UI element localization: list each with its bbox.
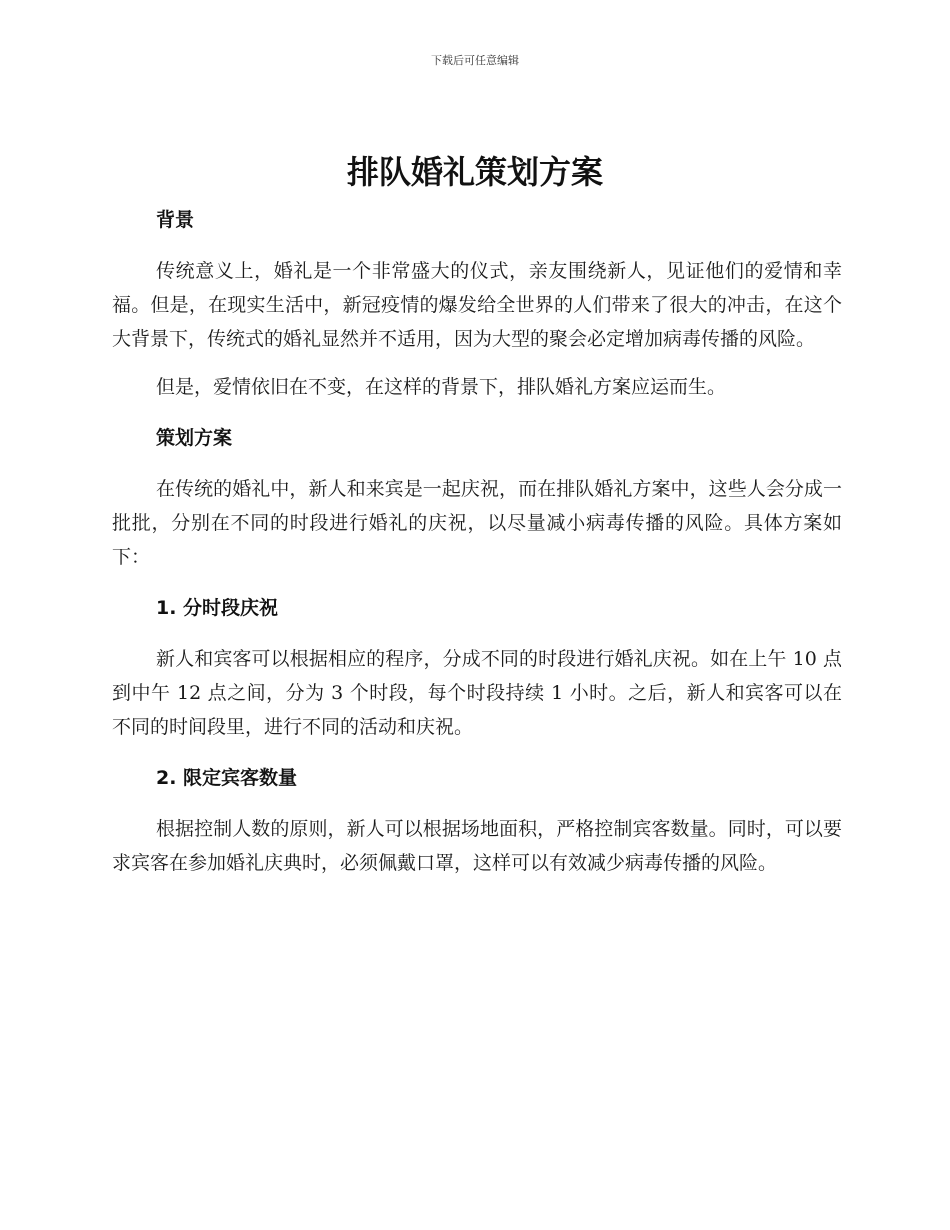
paragraph-timeslots: 新人和宾客可以根据相应的程序，分成不同的时段进行婚礼庆祝。如在上午 10 点到中午 12 点之间，分为 3 个时段，每个时段持续 1 小时。之后，新人和宾客可以在不同的时间段里，进行不同的活动和庆祝。 [112, 648, 842, 738]
section-heading-guest-limit: 2. 限定宾客数量 [156, 767, 298, 789]
section-heading-timeslots: 1. 分时段庆祝 [156, 597, 279, 619]
paragraph-guest-limit: 根据控制人数的原则，新人可以根据场地面积，严格控制宾客数量。同时，可以要求宾客在参加婚礼庆典时，必须佩戴口罩，这样可以有效减少病毒传播的风险。 [112, 818, 842, 874]
section-heading-background: 背景 [156, 209, 195, 231]
paragraph-background-1: 传统意义上，婚礼是一个非常盛大的仪式，亲友围绕新人，见证他们的爱情和幸福。但是，在现实生活中，新冠疫情的爆发给全世界的人们带来了很大的冲击，在这个大背景下，传统式的婚礼显然并不适用，因为大型的聚会必定增加病毒传播的风险。 [112, 260, 842, 350]
document-body [112, 200, 842, 892]
page-header: 下载后可任意编辑 [431, 54, 519, 67]
paragraph-plan-1: 在传统的婚礼中，新人和来宾是一起庆祝，而在排队婚礼方案中，这些人会分成一批批，分别在不同的时段进行婚礼的庆祝，以尽量减小病毒传播的风险。具体方案如下： [112, 478, 842, 568]
section-heading-plan: 策划方案 [156, 427, 233, 449]
document-title: 排队婚礼策划方案 [346, 153, 603, 191]
paragraph-background-2: 但是，爱情依旧在不变，在这样的背景下，排队婚礼方案应运而生。 [156, 376, 727, 398]
